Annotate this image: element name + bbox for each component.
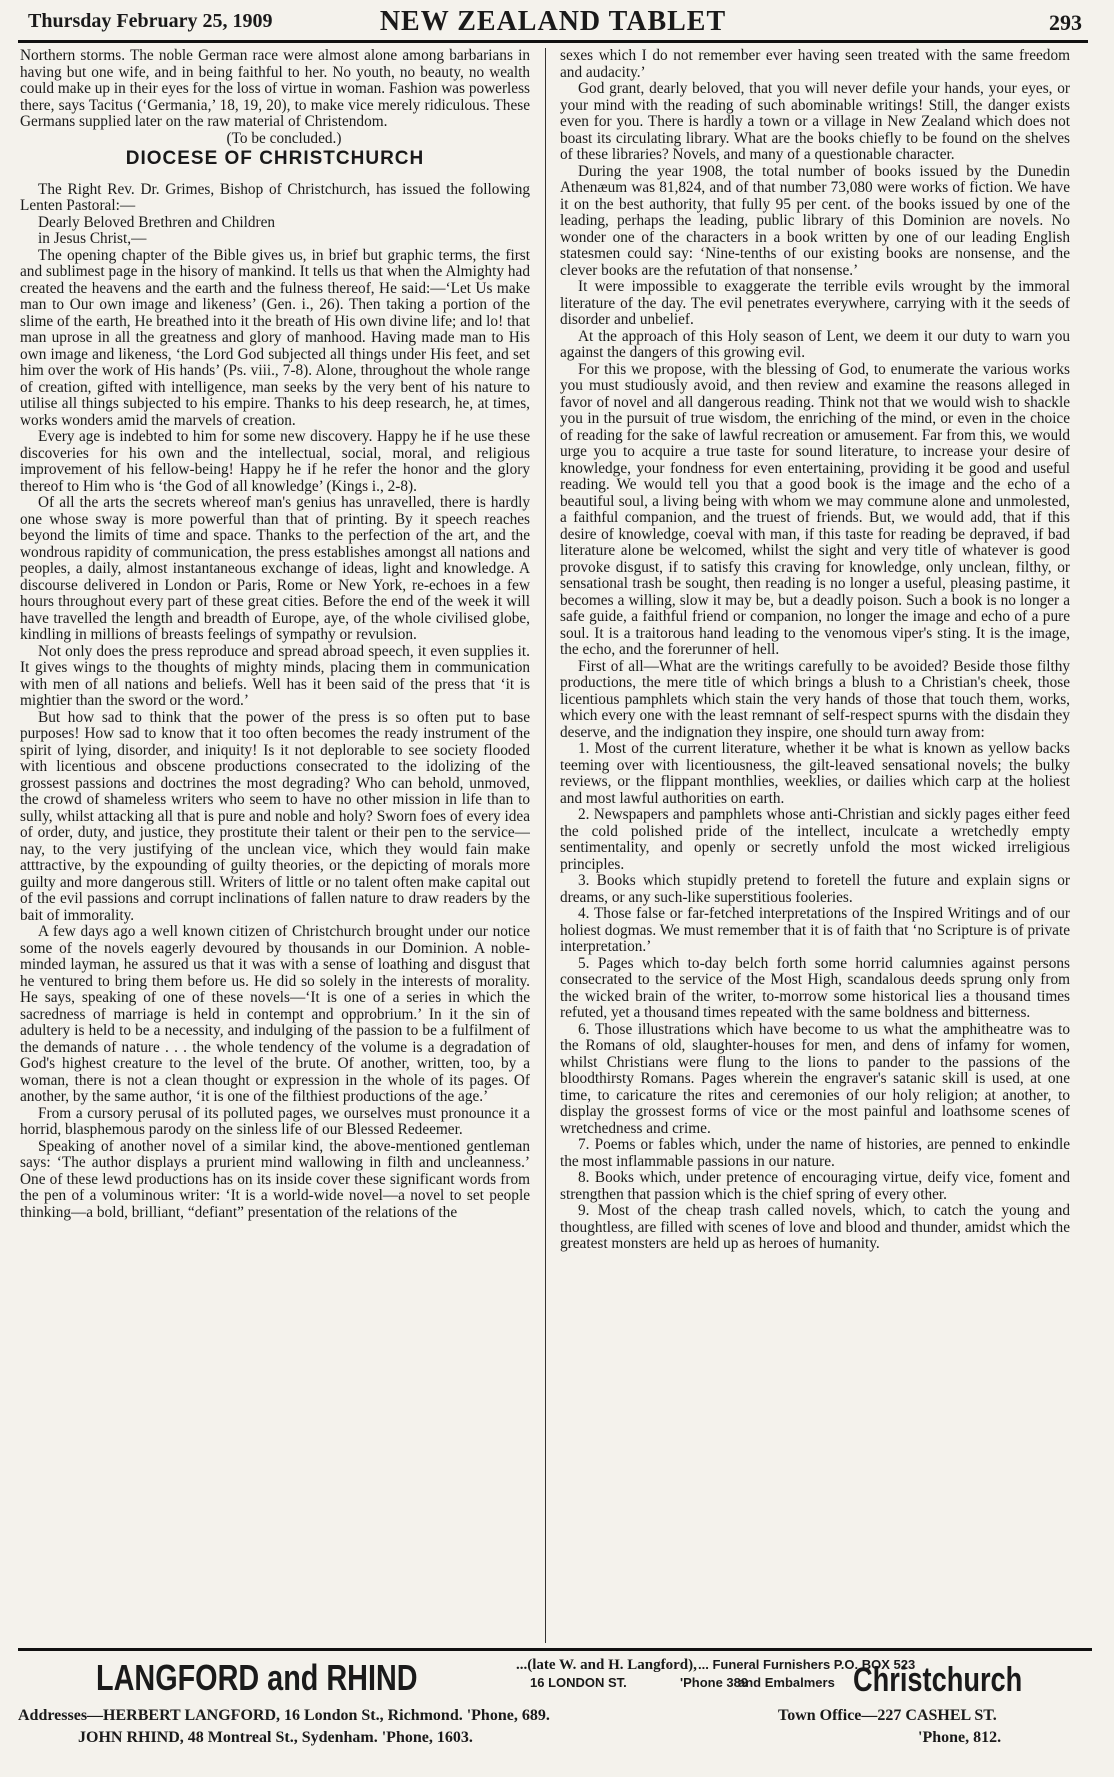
article-paragraph: During the year 1908, the total number of books issued by the Dunedin Athenæum was 81,824, and of that number 73,080 were works of fiction. We have it on the best authority, that fully 95 per cent. of the books issued by one of the leading, perhaps the leading, public library of this Dominion are novels. No wonder one of the characters in a book written by one of our leading English statesmen could say: ‘Nine-tenths of our existing books are nonsense, and the clever books are the refutation of that nonsense.’ — [560, 162, 1070, 279]
article-paragraph: sexes which I do not remember ever having seen treated with the same freedom and audacity.’ — [560, 48, 1070, 81]
article-paragraph: It were impossible to exaggerate the terrible evils wrought by the immoral literature of the day. The evil penetrates everywhere, carrying with it the seeds of disorder and unbelief. — [560, 278, 1070, 328]
article-paragraph: From a cursory perusal of its polluted pages, we ourselves must pronounce it a horrid, blasphemous parody on the sinless life of our Blessed Redeemer. — [20, 1104, 530, 1138]
to-be-concluded: (To be concluded.) — [226, 129, 342, 147]
article-paragraph: Not only does the press reproduce and spread abroad speech, it even supplies it. It gives wings to the thoughts of mighty minds, placing them in communication with men of all nations and beliefs. Well has it been said of the press that ‘it is mightier than the sword or the word.’ — [20, 642, 530, 709]
article-paragraph: God grant, dearly beloved, that you will never defile your hands, your eyes, or your mind with the reading of such abominable writings! Still, the danger exists even for you. There is hardly a town or a village in New Zealand which does not boast its circulating library. What are the books chiefly to be found on the shelves of these libraries? Novels, and many of a questionable character. — [560, 80, 1070, 163]
list-item: 5. Pages which to-day belch forth some horrid calumnies against persons consecrated to the service of the Most High, scandalous deeds sprung only from the wicked brain of the writer, to-morrow some historical lies a thousand times refuted, yet a thousand times repeated with the same boldness and bitterness. — [560, 954, 1070, 1021]
article-paragraph: But how sad to think that the power of the press is so often put to base purposes! How sad to know that it too often becomes the ready instrument of the spirit of lying, disorder, and iniquity! Is it not deplorable to see society flooded with licentious and obscene productions consecrated to the idolizing of the grossest passions and doctrines the most degrading? Who can behold, unmoved, the crowd of shameless writers who seem to have no other mission in life than to sully, whilst attacking all that is pure and noble and holy? Sworn foes of every idea of order, duty, and justice, they prostitute their talent or their pen to the service—nay, to the very justifying of the unclean vice, which they would fain make atttractive, by the expounding of guilty theories, or the depicting of morals more guilty and more dangerous still. Writers of little or no talent often make capital out of the evil passions and corrupt inclinations of fallen nature to draw readers by the bait of immorality. — [20, 708, 530, 924]
ad-london-st: 16 LONDON ST. — [530, 1675, 627, 1690]
article-paragraph: The opening chapter of the Bible gives us, in brief but graphic terms, the first and sublimest page in the hisory of mankind. It tells us that when the Almighty had created the heavens and the earth and the fulness thereof, He said:—‘Let Us make man to Our own image and likeness’ (Gen. i., 26). Then taking a portion of the slime of the earth, He breathed into it the breath of His own divine life; and lo! that man uprose in all the greatness and glory of manhood. Having made man to His own image and likeness, ‘the Lord God subjected all things under His feet, and set him over the work of His hands’ (Ps. viii., 7-8). Alone, throughout the whole range of creation, gifted with intelligence, man seeks by the very bent of his nature to utilise all things subjected to his empire. Thanks to his deep research, he, at times, works wonders amid the marvels of creation. — [20, 246, 530, 429]
ad-address-line — [78, 1729, 1002, 1747]
list-item: 2. Newspapers and pamphlets whose anti-Christian and sickly pages either feed the cold polished pride of the intellect, inculcate a wretchedly empty sentimentality, and openly or secretly unfold the most wicked irreligious principles. — [560, 806, 1070, 873]
article-paragraph: First of all—What are the writings carefully to be avoided? Beside those filthy productions, the mere title of which brings a blush to a Christian's cheek, those licentious pamphlets which stain the very hands of those that touch them, works, which every one with the least remnant of self-respect spurns with the disdain they deserve, and the indignation they inspire, one should turn away from: — [560, 657, 1070, 741]
list-item: 7. Poems or fables which, under the name of histories, are penned to enkindle the most inflammable passions in our nature. — [560, 1136, 1070, 1170]
column-divider — [545, 48, 546, 1643]
ad-city: Christchurch — [853, 1661, 1023, 1699]
page-number: 293 — [1049, 10, 1082, 35]
right-column — [560, 48, 1070, 1643]
article-paragraph: Northern storms. The noble German race were almost alone among barbarians in having but one wife, and in being faithful to her. No youth, no beauty, no wealth could make up in their eyes for the loss of virtue in woman. Fashion was powerless there, says Tacitus (‘Germania,’ 18, 19, 20), to make vice merely ridiculous. These Germans supplied later on the raw material of Christendom. — [20, 48, 530, 130]
list-item: 6. Those illustrations which have become to us what the amphitheatre was to the Romans of old, slaughter-houses for men, and dens of infamy for women, whilst Christians were flung to the lions to pander to the passions of the bloodthirsty Romans. Pages wherein the engraver's satanic skill is used, at one time, to caricature the rites and ceremonies of our holy religion; at another, to display the grossest forms of vice or the most painful and loathsome scenes of wretchedness and crime. — [560, 1020, 1070, 1137]
ad-phone: 'Phone 389 — [680, 1675, 749, 1690]
article-paragraph: Every age is indebted to him for some new discovery. Happy he if he use these discoveries for his own and the intellectual, social, moral, and religious improvement of his fellow-being! Happy he if he refer the honor and the glory thereof to Him who is ‘the God of all knowledge’ (Kings i., 2-8). — [20, 428, 530, 495]
ad-rhind-address: JOHN RHIND, 48 Montreal St., Sydenham. 'Phone, 1603. — [78, 1729, 473, 1746]
article-paragraph: A few days ago a well known citizen of Christchurch brought under our notice some of the novels eagerly devoured by thousands in our Dominion. A noble-minded layman, he assured us that it was with a sense of loathing and disgust that he ventured to bring them before us. He did so solely in the interests of morality. He says, speaking of one of these novels—‘It is one of a series in which the sacredness of marriage is held in contempt and opprobrium.’ In it the sin of adultery is held to be a necessity, and indulging of the passion to be a fulfilment of the demands of nature . . . the whole tendency of the volume is a degradation of God's highest creature to the level of the brute. Of another, written, too, by a woman, there is not a clean thought or expression in the whole of its pages. Of another, by the same author, ‘it is one of the filthiest productions of the age.’ — [20, 923, 530, 1105]
ad-address-line — [18, 1707, 997, 1725]
ad-funeral: ... Funeral Furnishers P.O. BOX 523 — [698, 1657, 916, 1672]
article-paragraph: Speaking of another novel of a similar kind, the above-mentioned gentleman says: ‘The author displays a prurient mind wallowing in filth and uncleanness.’ One of these lewd productions has on its inside cover these significant words from the pen of a voluminous writer: ‘It is a world-wide novel—a novel to set people thinking—a bold, brilliant, “defiant” presentation of the relations of the — [20, 1137, 530, 1221]
ad-firm-name: LANGFORD and RHIND — [96, 1657, 418, 1698]
ad-town-phone: 'Phone, 812. — [918, 1729, 1002, 1746]
ad-embalmers: and Embalmers — [738, 1675, 835, 1690]
advertisement — [18, 1648, 1092, 1771]
article-paragraph: The Right Rev. Dr. Grimes, Bishop of Christchurch, has issued the following Lenten Pastoral:— — [20, 180, 530, 214]
salutation: Dearly Beloved Brethren and Children — [38, 213, 276, 231]
salutation: in Jesus Christ,— — [38, 230, 147, 247]
list-item: 8. Books which, under pretence of encouraging virtue, deify vice, foment and strengthen that passion which is the chief spring of every other. — [560, 1169, 1070, 1203]
masthead: NEW ZEALAND TABLET — [379, 6, 727, 37]
left-column — [20, 48, 530, 1643]
list-item: 9. Most of the cheap trash called novels, which, to catch the young and thoughtless, are filled with scenes of love and blood and thunder, amidst which the greatest monsters are held up as heroes of humanity. — [560, 1202, 1070, 1252]
section-title: DIOCESE OF CHRISTCHURCH — [125, 148, 425, 169]
article-paragraph: Of all the arts the secrets whereof man's genius has unravelled, there is hardly one whose sway is more powerful than that of printing. By it speech reaches beyond the limits of time and space. Thanks to the perfection of the art, and the wondrous rapidity of communication, the press establishes amongst all nations and peoples, a daily, almost instantaneous exchange of ideas, light and knowledge. A discourse delivered in London or Paris, Rome or New York, re-echoes in a few hours throughout every part of these great cities. Before the end of the week it will have travelled the length and breadth of Europe, aye, of the whole civilised globe, kindling in millions of breasts feelings of sympathy or revulsion. — [20, 494, 530, 643]
article-paragraph: For this we propose, with the blessing of God, to enumerate the various works you must studiously avoid, and then review and examine the reasons alleged in favor of novel and all dangerous reading. Think not that we would wish to shackle you in the pursuit of true wisdom, the enriching of the mind, or even in the choice of reading for the sake of lawful recreation or amusement. Far from this, we would urge you to acquire a true taste for sound literature, to increase your desire of knowledge, your fondness for even entertaining, providing it be good and useful reading. We would tell you that a good book is the image and the echo of a beautiful soul, a living being with whom we may commune alone and unmolested, a faithful companion, and the truest of friends. But, we would add, that if this desire of knowledge, coeval with man, if this taste for reading be depraved, if bad literature alone be welcomed, whilst the sight and very title of whatever is good provoke disgust, if to satisfy this craving for knowledge, only unclean, filthy, or sensational trash be sought, then reading is no longer a useful, pleasing pastime, it becomes a willing, slow it may be, but a deadly poison. Such a book is no longer a safe guide, a faithful friend or companion, no longer the image and echo of a pure soul. It is a traitorous hand leading to the venomous viper's sting. It is the image, the echo, and the forerunner of hell. — [560, 360, 1070, 658]
issue-date: Thursday February 25, 1909 — [28, 10, 273, 32]
ad-late-note: ...(late W. and H. Langford), — [516, 1657, 697, 1673]
article-paragraph: At the approach of this Holy season of Lent, we deem it our duty to warn you against the dangers of this growing evil. — [560, 327, 1070, 361]
page-header — [18, 6, 1088, 43]
list-item: 4. Those false or far-fetched interpretations of the Inspired Writings and of our holiest dogmas. We must remember that it is of faith that ‘no Scripture is of private interpretation.’ — [560, 905, 1070, 955]
list-item: 3. Books which stupidly pretend to foretell the future and explain signs or dreams, or any such-like superstitious fooleries. — [560, 872, 1070, 906]
ad-langford-address: Addresses—HERBERT LANGFORD, 16 London St., Richmond. 'Phone, 689. — [18, 1707, 550, 1724]
ad-town-office: Town Office—227 CASHEL ST. — [778, 1707, 997, 1724]
list-item: 1. Most of the current literature, whether it be what is known as yellow backs teeming over with licentiousness, the gilt-leaved sensational novels; the bulky reviews, or the flippant monthlies, weeklies, or dailies which carp at the holiest and most lawful authorities on earth. — [560, 740, 1070, 807]
